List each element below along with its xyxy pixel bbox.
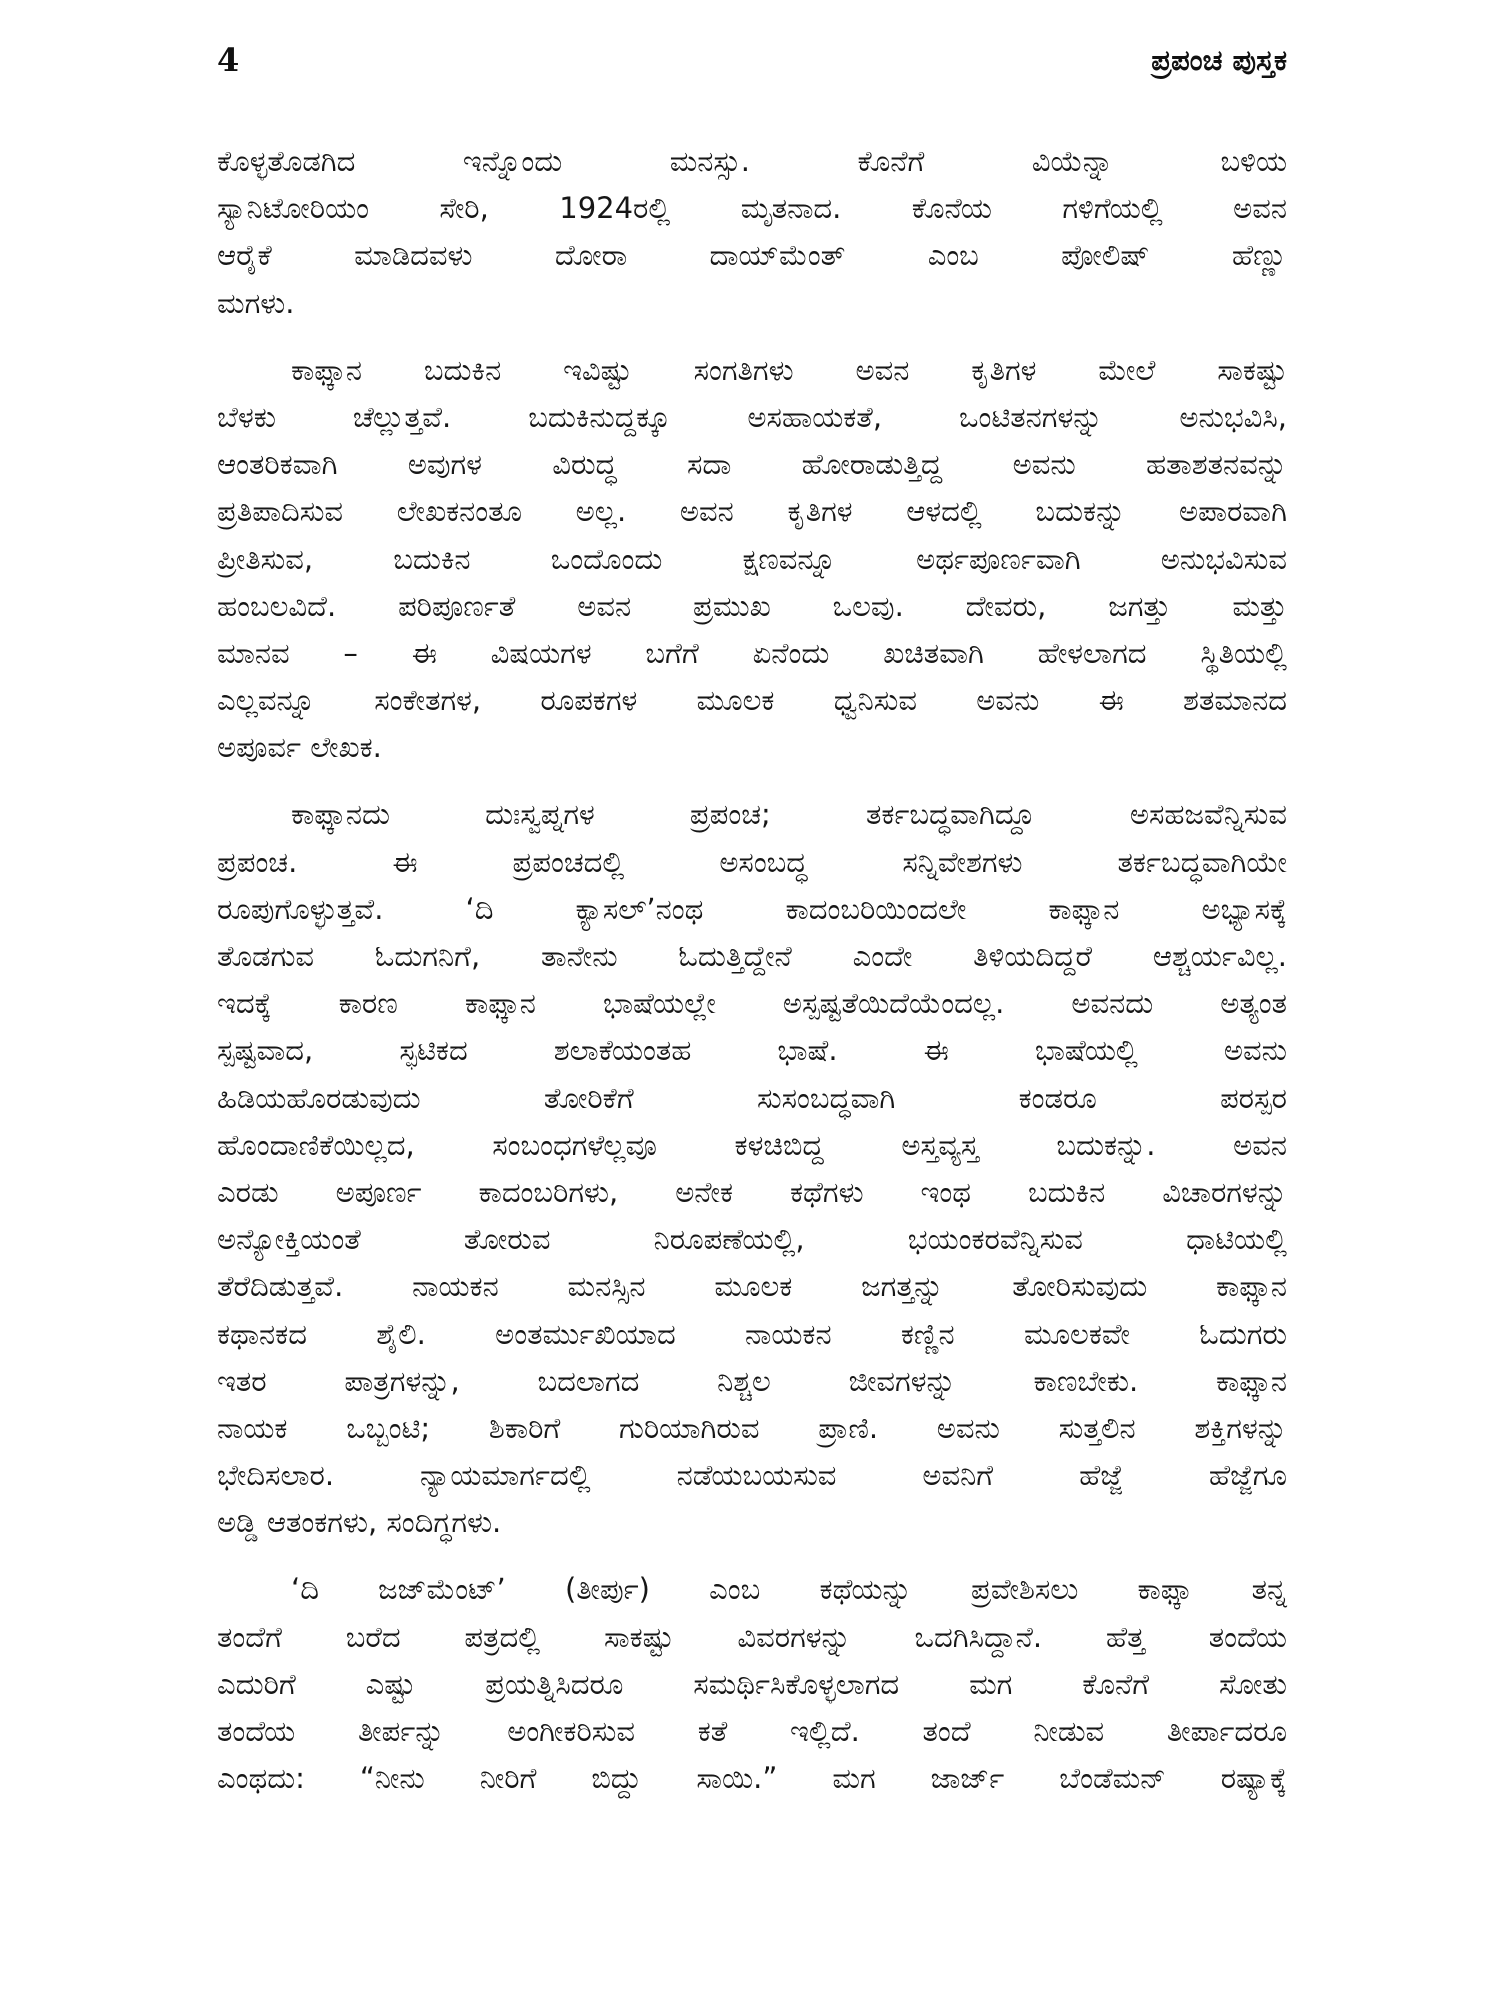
text-line: ತೆರೆದಿಡುತ್ತವೆ. ನಾಯಕನ ಮನಸ್ಸಿನ ಮೂಲಕ ಜಗತ್ತನ್ನು ತೋರಿಸುವುದು ಕಾಫ್ಕಾನ xyxy=(217,1269,1287,1304)
text-line: ಕಾಫ್ಕಾನದು ದುಃಸ್ವಪ್ನಗಳ ಪ್ರಪಂಚ; ತರ್ಕಬದ್ಧವಾಗಿದ್ದೂ ಅಸಹಜವೆನ್ನಿಸುವ xyxy=(291,797,1287,832)
text-line: ಅನ್ಯೋಕ್ತಿಯಂತೆ ತೋರುವ ನಿರೂಪಣೆಯಲ್ಲಿ, ಭಯಂಕರವೆನ್ನಿಸುವ ಧಾಟಿಯಲ್ಲಿ xyxy=(217,1222,1287,1257)
text-line: ಎಲ್ಲವನ್ನೂ ಸಂಕೇತಗಳ, ರೂಪಕಗಳ ಮೂಲಕ ಧ್ವನಿಸುವ ಅವನು ಈ ಶತಮಾನದ xyxy=(217,683,1287,718)
text-line: ಅಡ್ಡಿ ಆತಂಕಗಳು, ಸಂದಿಗ್ಧಗಳು. xyxy=(217,1505,502,1540)
book-title: ಪ್ರಪಂಚ ಪುಸ್ತಕ xyxy=(1151,43,1287,77)
running-header xyxy=(217,38,1287,98)
text-line: ಎದುರಿಗೆ ಎಷ್ಟು ಪ್ರಯತ್ನಿಸಿದರೂ ಸಮರ್ಥಿಸಿಕೊಳ್ಳಲಾಗದ ಮಗ ಕೊನೆಗೆ ಸೋತು xyxy=(217,1666,1287,1701)
text-line: ಮಗಳು. xyxy=(217,285,295,320)
text-line: ಇತರ ಪಾತ್ರಗಳನ್ನು, ಬದಲಾಗದ ನಿಶ್ಚಲ ಜೀವಗಳನ್ನು ಕಾಣಬೇಕು. ಕಾಫ್ಕಾನ xyxy=(217,1363,1287,1398)
paragraph-4 xyxy=(217,1566,1287,1802)
text-line: ಸ್ಪಷ್ಟವಾದ, ಸ್ಫಟಿಕದ ಶಲಾಕೆಯಂತಹ ಭಾಷೆ. ಈ ಭಾಷೆಯಲ್ಲಿ ಅವನು xyxy=(217,1033,1287,1068)
text-line: ಎಂಥದು: “ನೀನು ನೀರಿಗೆ ಬಿದ್ದು ಸಾಯಿ.” ಮಗ ಜಾರ್ಜ್ ಬೆಂಡೆಮನ್ ರಷ್ಯಾಕ್ಕೆ xyxy=(217,1761,1287,1796)
paragraph-3 xyxy=(217,791,1287,1546)
text-line: ಎರಡು ಅಪೂರ್ಣ ಕಾದಂಬರಿಗಳು, ಅನೇಕ ಕಥೆಗಳು ಇಂಥ ಬದುಕಿನ ವಿಚಾರಗಳನ್ನು xyxy=(217,1174,1287,1209)
text-line: ತಂದೆಗೆ ಬರೆದ ಪತ್ರದಲ್ಲಿ ಸಾಕಷ್ಟು ವಿವರಗಳನ್ನು ಒದಗಿಸಿದ್ದಾನೆ. ಹೆತ್ತ ತಂದೆಯ xyxy=(217,1619,1287,1654)
page-number: 4 xyxy=(217,41,240,79)
text-line: ಪ್ರಪಂಚ. ಈ ಪ್ರಪಂಚದಲ್ಲಿ ಅಸಂಬದ್ಧ ಸನ್ನಿವೇಶಗಳು ತರ್ಕಬದ್ಧವಾಗಿಯೇ xyxy=(217,844,1287,879)
text-line: ‘ದಿ ಜಜ್‌ಮೆಂಟ್’ (ತೀರ್ಪು) ಎಂಬ ಕಥೆಯನ್ನು ಪ್ರವೇಶಿಸಲು ಕಾಫ್ಕಾ ತನ್ನ xyxy=(291,1572,1287,1607)
text-line: ಬೆಳಕು ಚೆಲ್ಲುತ್ತವೆ. ಬದುಕಿನುದ್ದಕ್ಕೂ ಅಸಹಾಯಕತೆ, ಒಂಟಿತನಗಳನ್ನು ಅನುಭವಿಸಿ, xyxy=(217,399,1287,434)
body-text xyxy=(217,138,1287,1822)
text-line: ಇದಕ್ಕೆ ಕಾರಣ ಕಾಫ್ಕಾನ ಭಾಷೆಯಲ್ಲೇ ಅಸ್ಪಷ್ಟತೆಯಿದೆಯೆಂದಲ್ಲ. ಅವನದು ಅತ್ಯಂತ xyxy=(217,986,1287,1021)
text-line: ಪ್ರೀತಿಸುವ, ಬದುಕಿನ ಒಂದೊಂದು ಕ್ಷಣವನ್ನೂ ಅರ್ಥಪೂರ್ಣವಾಗಿ ಅನುಭವಿಸುವ xyxy=(217,541,1287,576)
text-line: ಹಂಬಲವಿದೆ. ಪರಿಪೂರ್ಣತೆ ಅವನ ಪ್ರಮುಖ ಒಲವು. ದೇವರು, ಜಗತ್ತು ಮತ್ತು xyxy=(217,588,1287,623)
text-line: ಭೇದಿಸಲಾರ. ನ್ಯಾಯಮಾರ್ಗದಲ್ಲಿ ನಡೆಯಬಯಸುವ ಅವನಿಗೆ ಹೆಜ್ಜೆ ಹೆಜ್ಜೆಗೂ xyxy=(217,1458,1287,1493)
text-line: ಹಿಡಿಯಹೊರಡುವುದು ತೋರಿಕೆಗೆ ಸುಸಂಬದ್ಧವಾಗಿ ಕಂಡರೂ ಪರಸ್ಪರ xyxy=(217,1080,1287,1115)
text-line: ಅಪೂರ್ವ ಲೇಖಕ. xyxy=(217,730,382,765)
text-line: ಕೊಳ್ಳತೊಡಗಿದ ಇನ್ನೊಂದು ಮನಸ್ಸು. ಕೊನೆಗೆ ವಿಯೆನ್ನಾ ಬಳಿಯ xyxy=(217,144,1287,178)
text-line: ಕಥಾನಕದ ಶೈಲಿ. ಅಂತರ್ಮುಖಿಯಾದ ನಾಯಕನ ಕಣ್ಣಿನ ಮೂಲಕವೇ ಓದುಗರು xyxy=(217,1316,1287,1351)
text-line: ತಂದೆಯ ತೀರ್ಪನ್ನು ಅಂಗೀಕರಿಸುವ ಕತೆ ಇಲ್ಲಿದೆ. ತಂದೆ ನೀಡುವ ತೀರ್ಪಾದರೂ xyxy=(217,1714,1287,1748)
text-line: ಕಾಫ್ಕಾನ ಬದುಕಿನ ಇವಿಷ್ಟು ಸಂಗತಿಗಳು ಅವನ ಕೃತಿಗಳ ಮೇಲೆ ಸಾಕಷ್ಟು xyxy=(291,352,1287,387)
text-line: ಪ್ರತಿಪಾದಿಸುವ ಲೇಖಕನಂತೂ ಅಲ್ಲ. ಅವನ ಕೃತಿಗಳ ಆಳದಲ್ಲಿ ಬದುಕನ್ನು ಅಪಾರವಾಗಿ xyxy=(217,494,1287,529)
text-line: ಆಂತರಿಕವಾಗಿ ಅವುಗಳ ವಿರುದ್ಧ ಸದಾ ಹೋರಾಡುತ್ತಿದ್ದ ಅವನು ಹತಾಶತನವನ್ನು xyxy=(217,447,1287,482)
paragraph-2 xyxy=(217,347,1287,772)
text-line: ಹೊಂದಾಣಿಕೆಯಿಲ್ಲದ, ಸಂಬಂಧಗಳೆಲ್ಲವೂ ಕಳಚಿಬಿದ್ದ ಅಸ್ತವ್ಯಸ್ತ ಬದುಕನ್ನು. ಅವನ xyxy=(217,1127,1287,1162)
text-line: ಆರೈಕೆ ಮಾಡಿದವಳು ದೋರಾ ದಾಯ್‌ಮೆಂತ್ ಎಂಬ ಪೋಲಿಷ್ ಹೆಣ್ಣು xyxy=(217,238,1287,273)
text-line: ಸ್ಯಾನಿಟೋರಿಯಂ ಸೇರಿ, 1924ರಲ್ಲಿ ಮೃತನಾದ. ಕೊನೆಯ ಗಳಿಗೆಯಲ್ಲಿ ಅವನ xyxy=(217,191,1287,226)
text-line: ರೂಪುಗೊಳ್ಳುತ್ತವೆ. ‘ದಿ ಕ್ಯಾಸಲ್’ನಂಥ ಕಾದಂಬರಿಯಿಂದಲೇ ಕಾಫ್ಕಾನ ಅಭ್ಯಾಸಕ್ಕೆ xyxy=(217,891,1287,926)
text-line: ಮಾನವ – ಈ ವಿಷಯಗಳ ಬಗೆಗೆ ಏನೆಂದು ಖಚಿತವಾಗಿ ಹೇಳಲಾಗದ ಸ್ಥಿತಿಯಲ್ಲಿ xyxy=(217,635,1287,670)
text-line: ನಾಯಕ ಒಬ್ಬಂಟಿ; ಶಿಕಾರಿಗೆ ಗುರಿಯಾಗಿರುವ ಪ್ರಾಣಿ. ಅವನು ಸುತ್ತಲಿನ ಶಕ್ತಿಗಳನ್ನು xyxy=(217,1410,1287,1445)
text-line: ತೊಡಗುವ ಓದುಗನಿಗೆ, ತಾನೇನು ಓದುತ್ತಿದ್ದೇನೆ ಎಂದೇ ತಿಳಿಯದಿದ್ದರೆ ಆಶ್ಚರ್ಯವಿಲ್ಲ. xyxy=(217,939,1287,973)
paragraph-1 xyxy=(217,138,1287,327)
